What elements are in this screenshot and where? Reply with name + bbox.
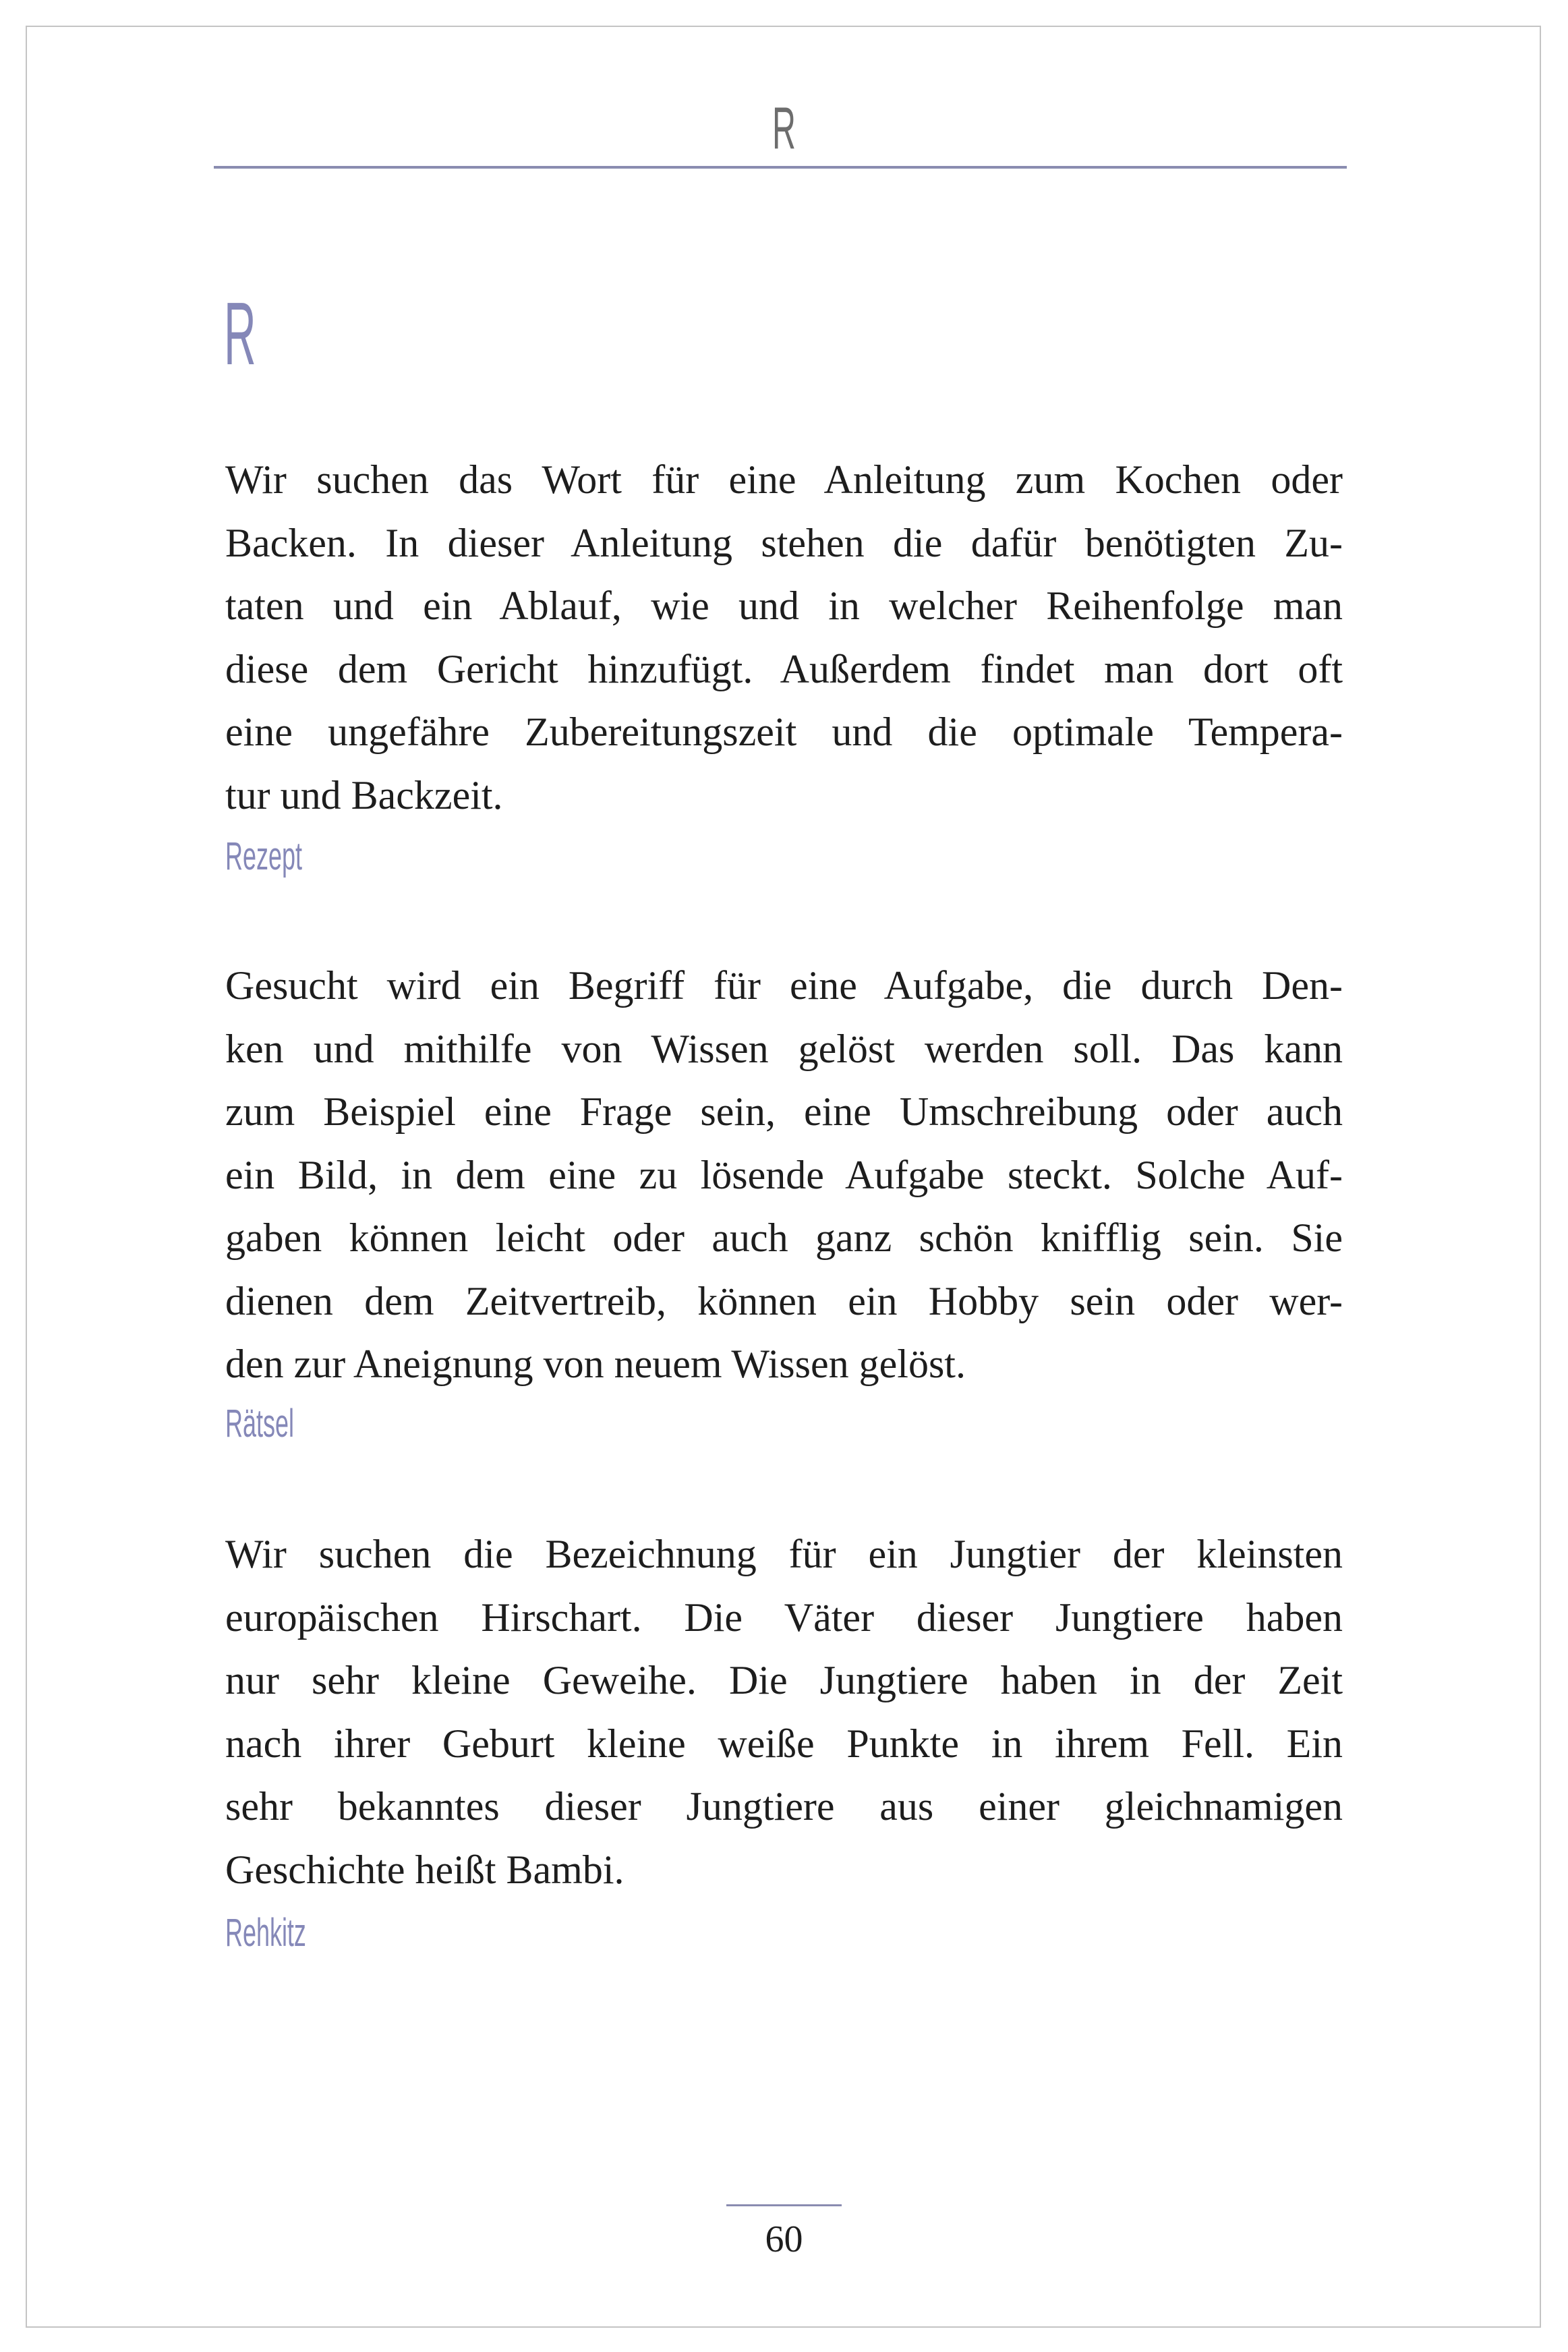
text-line: diese dem Gericht hinzufügt. Außerdem findet man dort oft (225, 646, 1343, 691)
text-line: tur und Backzeit. (225, 772, 503, 818)
text-line: zum Beispiel eine Frage sein, eine Umschreibung oder auch (225, 1089, 1343, 1134)
text-line: nur sehr kleine Geweihe. Die Jungtiere haben in der Zeit (225, 1658, 1343, 1702)
text-line: ken und mithilfe von Wissen gelöst werden soll. Das kann (225, 1026, 1343, 1071)
header-divider (214, 166, 1347, 169)
text-line: Gesucht wird ein Begriff für eine Aufgabe, die durch Den- (225, 963, 1343, 1008)
text-line: Wir suchen das Wort für eine Anleitung zum Kochen oder (225, 457, 1343, 502)
text-line: Wir suchen die Bezeichnung für ein Jungtier der kleinsten (225, 1532, 1343, 1576)
text-line: ein Bild, in dem eine zu lösende Aufgabe steckt. Solche Auf- (225, 1152, 1343, 1197)
footer-divider (726, 2204, 842, 2206)
riddle-paragraph (225, 954, 1343, 1396)
text-line: den zur Aneignung von neuem Wissen gelöst. (225, 1342, 966, 1386)
text-line: sehr bekanntes dieser Jungtiere aus einer gleichnamigen (225, 1784, 1343, 1829)
riddle-answer: Rehkitz (225, 1911, 306, 1955)
text-line: eine ungefähre Zubereitungszeit und die optimale Tempera- (225, 710, 1343, 754)
text-line: nach ihrer Geburt kleine weiße Punkte in ihrem Fell. Ein (225, 1721, 1343, 1766)
riddle-answer: Rätsel (225, 1402, 294, 1445)
text-line: Backen. In dieser Anleitung stehen die dafür benötigten Zu- (225, 520, 1343, 565)
text-line: taten und ein Ablauf, wie und in welcher Reihenfolge man (225, 583, 1343, 628)
text-line: europäischen Hirschart. Die Väter dieser Jungtiere haben (225, 1595, 1343, 1640)
section-letter: R (224, 284, 256, 383)
riddle-paragraph (225, 1523, 1343, 1901)
text-line: Geschichte heißt Bambi. (225, 1847, 625, 1892)
page-number: 60 (765, 2218, 803, 2260)
riddle-paragraph (225, 449, 1343, 827)
text-line: dienen dem Zeitvertreib, können ein Hobby sein oder wer- (225, 1278, 1343, 1323)
riddle-answer: Rezept (225, 834, 302, 878)
running-head: R (772, 94, 796, 161)
text-line: gaben können leicht oder auch ganz schön knifflig sein. Sie (225, 1215, 1343, 1260)
